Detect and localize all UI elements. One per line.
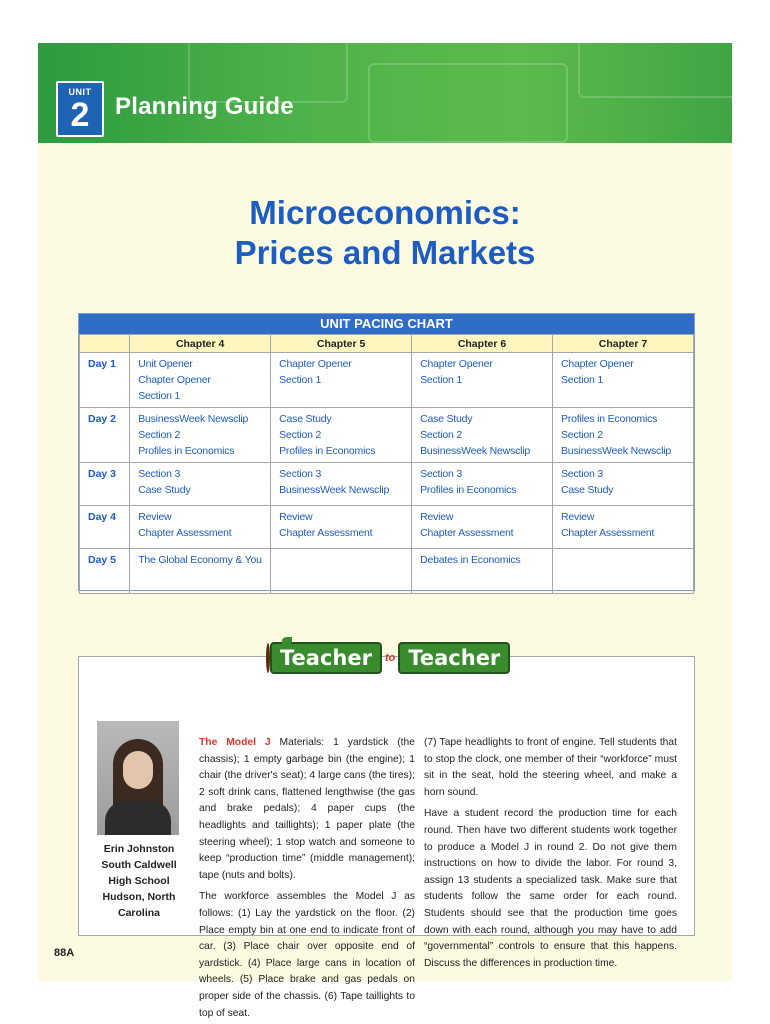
pacing-cell-item: Chapter Opener (138, 374, 211, 386)
pacing-cell (553, 353, 694, 408)
pacing-cell (130, 353, 271, 408)
pacing-cell-item: Section 2 (138, 429, 181, 441)
pacing-cell-item: BusinessWeek Newsclip (279, 484, 390, 496)
pacing-cell-item: Profiles in Economics (420, 484, 517, 496)
pacing-table (79, 334, 694, 594)
pacing-cell-item: Section 1 (420, 374, 463, 386)
pacing-cell (271, 353, 412, 408)
planning-guide-title: Planning Guide (115, 93, 294, 120)
pacing-cell-item: Section 2 (420, 429, 463, 441)
pacing-cell (130, 549, 271, 594)
pacing-cell-item: The Global Economy & You (138, 554, 262, 566)
pacing-cell (271, 463, 412, 506)
rounds-paragraph: Have a student record the production time for each round. Then have two different students work together to produce a Model J in round 2. Do not give them instructions on how to divide the labor. For round 3, assign 13 students a specialized task. Make sure that students follow the same order for each round. Students should see that the production time goes down with each round, although you may have to add “governmental” controls to ensure that this happens. Discuss the differences in production time. (424, 808, 677, 969)
pacing-cell-item: Chapter Opener (561, 358, 634, 370)
pacing-cell (271, 549, 412, 594)
pacing-column-header: Chapter 4 (130, 335, 271, 353)
logo-word-to: to (384, 652, 396, 664)
pacing-cell (130, 408, 271, 463)
pacing-cell (553, 463, 694, 506)
logo-word-teacher: Teacher (270, 642, 382, 674)
pacing-column-header: Chapter 7 (553, 335, 694, 353)
pacing-cell-item: Review (279, 511, 313, 523)
money-texture (578, 43, 732, 98)
activity-title: The Model J (199, 737, 271, 748)
teacher-name: Erin Johnston South Caldwell High School Hudson, North Carolina (101, 843, 177, 919)
pacing-cell-item: Chapter Assessment (561, 527, 655, 539)
pacing-cell (553, 506, 694, 549)
pacing-cell (130, 506, 271, 549)
headlights-paragraph: (7) Tape headlights to front of engine. Tell students that to stop the clock, one member of their “workforce” must sit in the seat, hold the steering wheel, and make a horn sound. (424, 737, 677, 798)
pacing-cell-item: BusinessWeek Newsclip (138, 413, 249, 425)
pacing-cell-item: Case Study (561, 484, 614, 496)
pacing-header-row (80, 335, 694, 353)
unit-pacing-chart (78, 313, 695, 591)
pacing-cell (412, 463, 553, 506)
pacing-cell (412, 506, 553, 549)
pacing-cell-item: Review (138, 511, 172, 523)
pacing-cell-item: Debates in Economics (420, 554, 521, 566)
pacing-cell-item: Section 2 (561, 429, 603, 441)
pacing-row (80, 353, 694, 408)
activity-column-2 (424, 735, 677, 977)
pacing-column-header: Chapter 5 (271, 335, 412, 353)
pacing-row (80, 463, 694, 506)
unit-number: 2 (70, 96, 90, 134)
pacing-cell (412, 549, 553, 594)
pacing-cell-item: BusinessWeek Newsclip (420, 445, 531, 457)
money-texture (368, 63, 568, 143)
pacing-row (80, 549, 694, 594)
pacing-cell-item: Chapter Assessment (420, 527, 514, 539)
pacing-day-label: Day 1 (80, 353, 130, 408)
logo-word-teacher: Teacher (398, 642, 510, 674)
pacing-cell-item: Profiles in Economics (138, 445, 235, 457)
pacing-cell-item: Review (561, 511, 595, 523)
teacher-to-teacher-box (78, 646, 695, 1019)
activity-column-1 (199, 735, 415, 1024)
teacher-to-teacher-logo (266, 640, 506, 676)
pacing-cell-item: Profiles in Economics (561, 413, 658, 425)
teacher-photo (97, 721, 179, 835)
pacing-row (80, 506, 694, 549)
pacing-cell (412, 408, 553, 463)
pacing-cell-item: Review (420, 511, 454, 523)
pacing-cell-item: BusinessWeek Newsclip (561, 445, 671, 457)
pacing-cell (271, 408, 412, 463)
pacing-cell-item: Unit Opener (138, 358, 193, 370)
pacing-cell (130, 463, 271, 506)
pacing-day-label: Day 5 (80, 549, 130, 594)
pacing-cell-item: Section 3 (138, 468, 181, 480)
pacing-cell-item: Case Study (279, 413, 332, 425)
pacing-cell (553, 549, 694, 594)
pacing-cell (553, 408, 694, 463)
pacing-column-header: Chapter 6 (412, 335, 553, 353)
page-title-line1: Microeconomics: (249, 194, 521, 231)
pacing-cell-item: Chapter Opener (279, 358, 352, 370)
page-title-line2: Prices and Markets (234, 234, 536, 271)
pacing-cell-item: Section 3 (561, 468, 603, 480)
pacing-cell-item: Chapter Assessment (279, 527, 373, 539)
pacing-cell-item: Chapter Assessment (138, 527, 232, 539)
pacing-day-label: Day 4 (80, 506, 130, 549)
header-band (38, 43, 732, 143)
pacing-cell-item: Section 3 (420, 468, 463, 480)
pacing-column-header (80, 335, 130, 353)
pacing-cell-item: Section 2 (279, 429, 322, 441)
page-title (38, 193, 732, 273)
page (38, 43, 732, 1019)
pacing-cell (271, 506, 412, 549)
apple-icon (266, 643, 270, 673)
pacing-cell-item: Case Study (138, 484, 191, 496)
materials-paragraph: The Model J Materials: 1 yardstick (the chassis); 1 empty garbage bin (the engine); 1 chair (the driver's seat); 4 large cans (the tires); 2 soft drink cans, flattened lengthwise (the gas and brake pedals); 4 paper cups (the headlights and taillights); 1 paper plate (the steering wheel); 1 stop watch and someone to keep “production time” (middle management); tape (nuts and bolts). (199, 737, 415, 881)
unit-label: UNIT (68, 87, 92, 97)
pacing-cell-item: Case Study (420, 413, 473, 425)
pacing-cell-item: Chapter Opener (420, 358, 493, 370)
pacing-day-label: Day 2 (80, 408, 130, 463)
pacing-cell-item: Section 3 (279, 468, 322, 480)
pacing-cell-item: Profiles in Economics (279, 445, 376, 457)
pacing-cell-item: Section 1 (279, 374, 322, 386)
assembly-paragraph: The workforce assembles the Model J as follows: (1) Lay the yardstick on the floor. (2) Place empty bin at one end to indicate front of car. (3) Place chair over opposite end of yardstick. (4) Place large cans in location of wheels. (5) Place brake and gas pedals on proper side of the chassis. (6) Tape taillights to top of seat. (199, 891, 415, 1019)
pacing-chart-title: UNIT PACING CHART (79, 314, 694, 334)
pacing-cell-item: Section 1 (138, 390, 181, 402)
unit-tab (56, 81, 104, 137)
pacing-cell-item: Section 1 (561, 374, 603, 386)
page-number: 88A (54, 947, 75, 959)
pacing-cell (412, 353, 553, 408)
pacing-row (80, 408, 694, 463)
pacing-day-label: Day 3 (80, 463, 130, 506)
